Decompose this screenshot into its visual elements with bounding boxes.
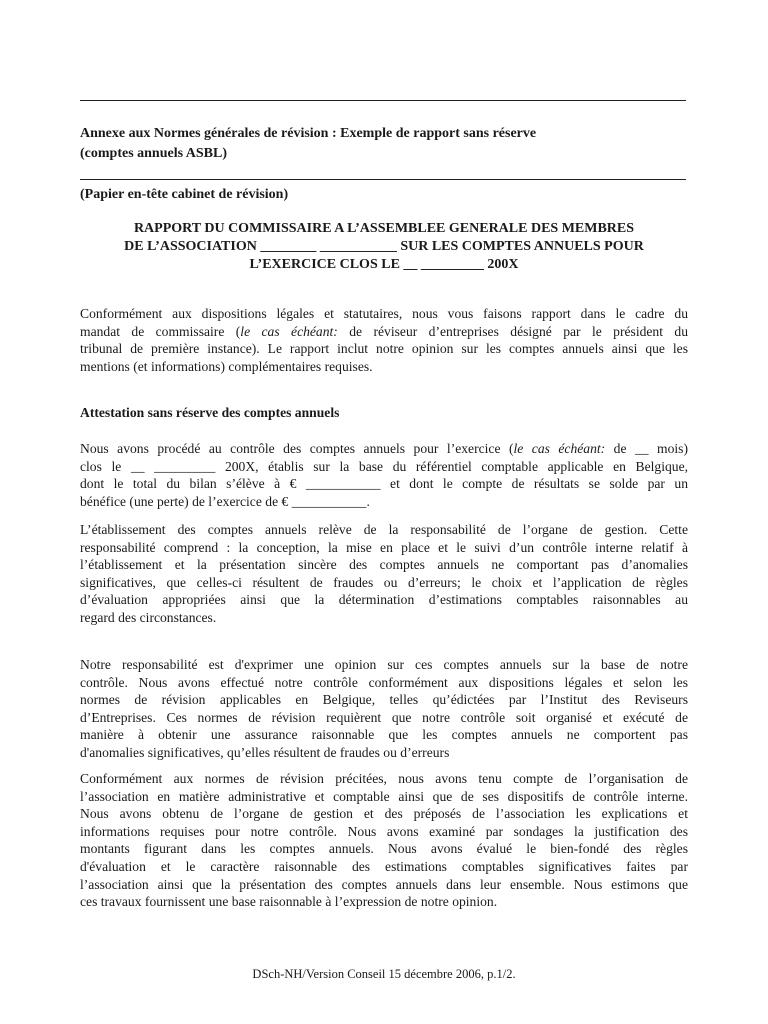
- text-line: significatives, que celles-ci résultent de fraudes ou d’erreurs; le choix et l’application de règles: [80, 574, 688, 590]
- top-rule: [80, 100, 686, 101]
- text-line: l’établissement et la présentation sincère des comptes annuels ne comportant pas d’anomalies: [80, 557, 688, 573]
- text-line: Nous avons obtenu de l’organe de gestion et des préposés de l’association les explications et: [80, 806, 688, 822]
- letterhead-note: (Papier en-tête cabinet de révision): [80, 187, 289, 202]
- text-line: bénéfice (une perte) de l’exercice de € ___________.: [80, 493, 370, 509]
- text-line: mandat de commissaire (le cas échéant: de réviseur d’entreprises désigné par le président du: [80, 323, 689, 339]
- annex-heading: [80, 124, 688, 164]
- text-line: Nous avons procédé au contrôle des comptes annuels pour l’exercice (le cas échéant: de __ mois): [80, 441, 688, 456]
- title-line-2: DE L’ASSOCIATION ________ ___________ SUR LES COMPTES ANNUELS POUR: [124, 239, 644, 254]
- text-line: normes de révision applicables en Belgique, telles qu’édictées par l’Institut des Reviseurs: [80, 692, 688, 708]
- middle-rule: [80, 179, 686, 180]
- page-footer: DSch-NH/Version Conseil 15 décembre 2006, p.1/2.: [252, 967, 516, 981]
- paragraph-2: [80, 521, 688, 627]
- text-line: Conformément aux dispositions légales et statutaires, nous vous faisons rapport dans le cadre du: [80, 306, 688, 321]
- section-title: Attestation sans réserve des comptes annuels: [80, 405, 340, 420]
- paragraph-1: [80, 440, 688, 510]
- text-line: ces travaux fournissent une base raisonnable à l’expression de notre opinion.: [80, 894, 498, 910]
- text-line: contrôle. Nous avons effectué notre contrôle conformément aux dispositions légales et selon les: [80, 674, 688, 690]
- inline-italic: le cas échéant:: [240, 323, 338, 339]
- text-line: clos le __ _________ 200X, établis sur la base du référentiel comptable applicable en Belgique,: [80, 458, 688, 474]
- text-line: d’Entreprises. Ces normes de révision requièrent que notre contrôle soit organisé et exécuté de: [80, 709, 688, 725]
- annex-line-2: (comptes annuels ASBL): [80, 146, 228, 161]
- text-line: dont le total du bilan s’élève à € ___________ et dont le compte de résultats se solde par un: [80, 476, 688, 492]
- text-line: l’association ainsi que la présentation des comptes annuels dans leur ensemble. Nous estimons que: [80, 876, 688, 892]
- text-line: l’association en matière administrative et comptable ainsi que de ses dispositifs de contrôle interne.: [80, 788, 688, 804]
- text-line: responsabilité comprend : la conception, la mise en place et le suivi d’un contrôle interne relatif à: [80, 539, 688, 555]
- report-title: [80, 220, 688, 274]
- text-line: d'évaluation et le caractère raisonnable des estimations comptables significatives faites par: [80, 858, 688, 874]
- paragraph-3: [80, 656, 688, 762]
- text-line: L’établissement des comptes annuels relève de la responsabilité de l’organe de gestion. Cette: [80, 522, 688, 537]
- inline-italic: le cas échéant:: [513, 441, 606, 456]
- text-line: manière à obtenir une assurance raisonnable que les comptes annuels ne comportent pas: [80, 727, 688, 743]
- text-line: montants figurant dans les comptes annuels. Nous avons évalué le bien-fondé des règles: [80, 841, 688, 857]
- text-line: regard des circonstances.: [80, 609, 217, 625]
- intro-paragraph: [80, 305, 688, 375]
- text-line: Notre responsabilité est d'exprimer une opinion sur ces comptes annuels sur la base de notre: [80, 657, 688, 672]
- text-line: tribunal de première instance). Le rapport inclut notre opinion sur les comptes annuels ainsi que les: [80, 341, 688, 357]
- annex-line-1: Annexe aux Normes générales de révision : Exemple de rapport sans réserve: [80, 126, 537, 141]
- text-line: informations requises pour notre contrôle. Nous avons examiné par sondages la justification des: [80, 823, 688, 839]
- text-line: d'anomalies significatives, qu’elles résultent de fraudes ou d’erreurs: [80, 744, 450, 760]
- text-line: mentions (et informations) complémentaires requises.: [80, 358, 373, 374]
- text-line: Conformément aux normes de révision précitées, nous avons tenu compte de l’organisation de: [80, 771, 688, 786]
- paragraph-4: [80, 770, 688, 911]
- title-line-1: RAPPORT DU COMMISSAIRE A L’ASSEMBLEE GENERALE DES MEMBRES: [133, 221, 635, 236]
- title-line-3: L’EXERCICE CLOS LE __ _________ 200X: [249, 257, 519, 272]
- text-line: d’évaluation appropriées ainsi que la détermination d’estimations comptables raisonnables au: [80, 592, 688, 608]
